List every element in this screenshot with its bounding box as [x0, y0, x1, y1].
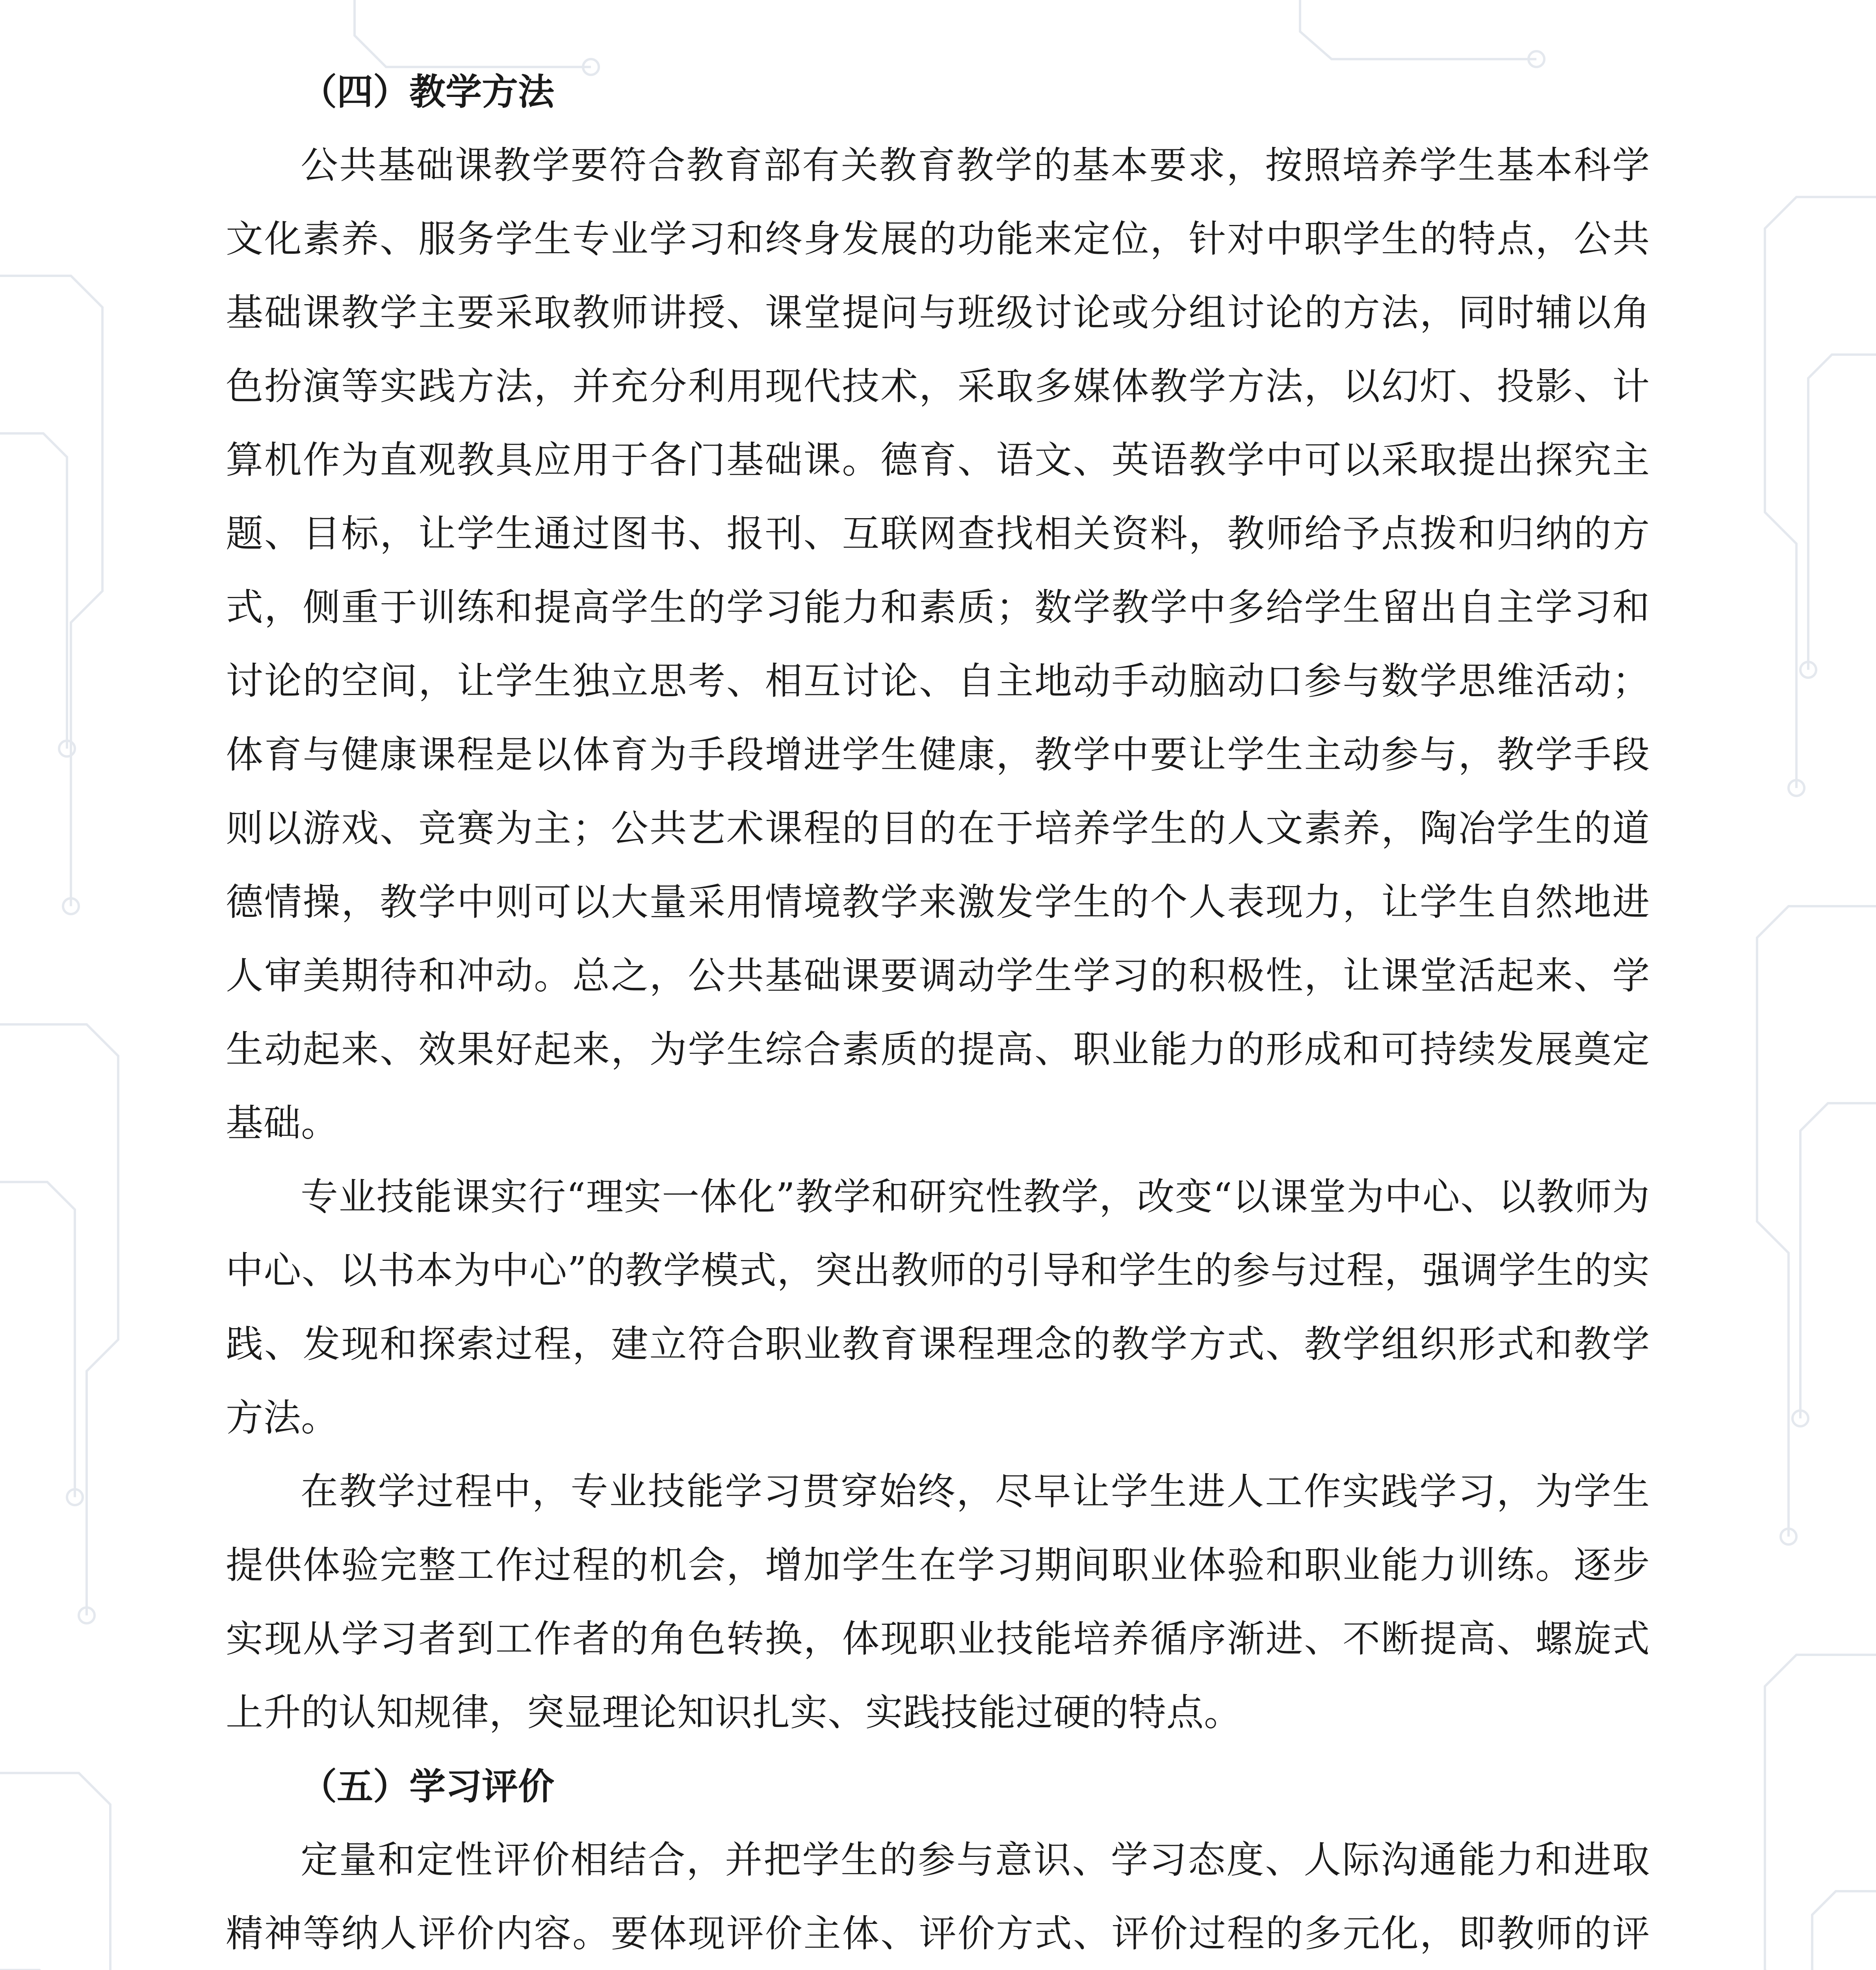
paragraph-teaching-process: 在教学过程中，专业技能学习贯穿始终，尽早让学生进人工作实践学习，为学生提供体验完整工作过程的机会，增加学生在学习期间职业体验和职业能力训练。逐步实现从学习者到工作者的角色转换，体现职业技能培养循序渐进、不断提高、螺旋式上升的认知规律，突显理论知识扎实、实践技能过硬的特点。: [226, 1470, 1650, 1734]
document-body: [226, 55, 1650, 1970]
section-heading-teaching-methods: （四）教学方法: [301, 71, 555, 113]
section-heading-learning-evaluation: （五）学习评价: [301, 1766, 555, 1808]
paragraph-professional-skills-courses: 专业技能课实行“理实一体化”教学和研究性教学，改变“以课堂为中心、以教师为中心、以书本为中心”的教学模式，突出教师的引导和学生的参与过程，强调学生的实践、发现和探索过程，建立符合职业教育课程理念的教学方式、教学组织形式和教学方法。: [226, 1175, 1650, 1440]
paragraph-quantitative-qualitative-evaluation: 定量和定性评价相结合，并把学生的参与意识、学习态度、人际沟通能力和进取精神等纳人评价内容。要体现评价主体、评价方式、评价过程的多元化，即教师的评: [226, 1838, 1650, 1955]
paragraph-public-foundation-courses: 公共基础课教学要符合教育部有关教育教学的基本要求，按照培养学生基本科学文化素养、服务学生专业学习和终身发展的功能来定位，针对中职学生的特点，公共基础课教学主要采取教师讲授、课堂提问与班级讨论或分组讨论的方法，同时辅以角色扮演等实践方法，并充分利用现代技术，采取多媒体教学方法，以幻灯、投影、计算机作为直观教具应用于各门基础课。德育、语文、英语教学中可以采取提出探究主题、目标，让学生通过图书、报刊、互联网查找相关资料，教师给予点拨和归纳的方式，侧重于训练和提高学生的学习能力和素质；数学教学中多给学生留出自主学习和讨论的空间，让学生独立思考、相互讨论、自主地动手动脑动口参与数学思维活动；体育与健康课程是以体育为手段增进学生健康，教学中要让学生主动参与，教学手段则以游戏、竞赛为主；公共艺术课程的目的在于培养学生的人文素养，陶冶学生的道德情操，教学中则可以大量采用情境教学来激发学生的个人表现力，让学生自然地进人审美期待和冲动。总之，公共基础课要调动学生学习的积极性，让课堂活起来、学生动起来、效果好起来，为学生综合素质的提高、职业能力的形成和可持续发展奠定基础。: [226, 144, 1650, 1145]
